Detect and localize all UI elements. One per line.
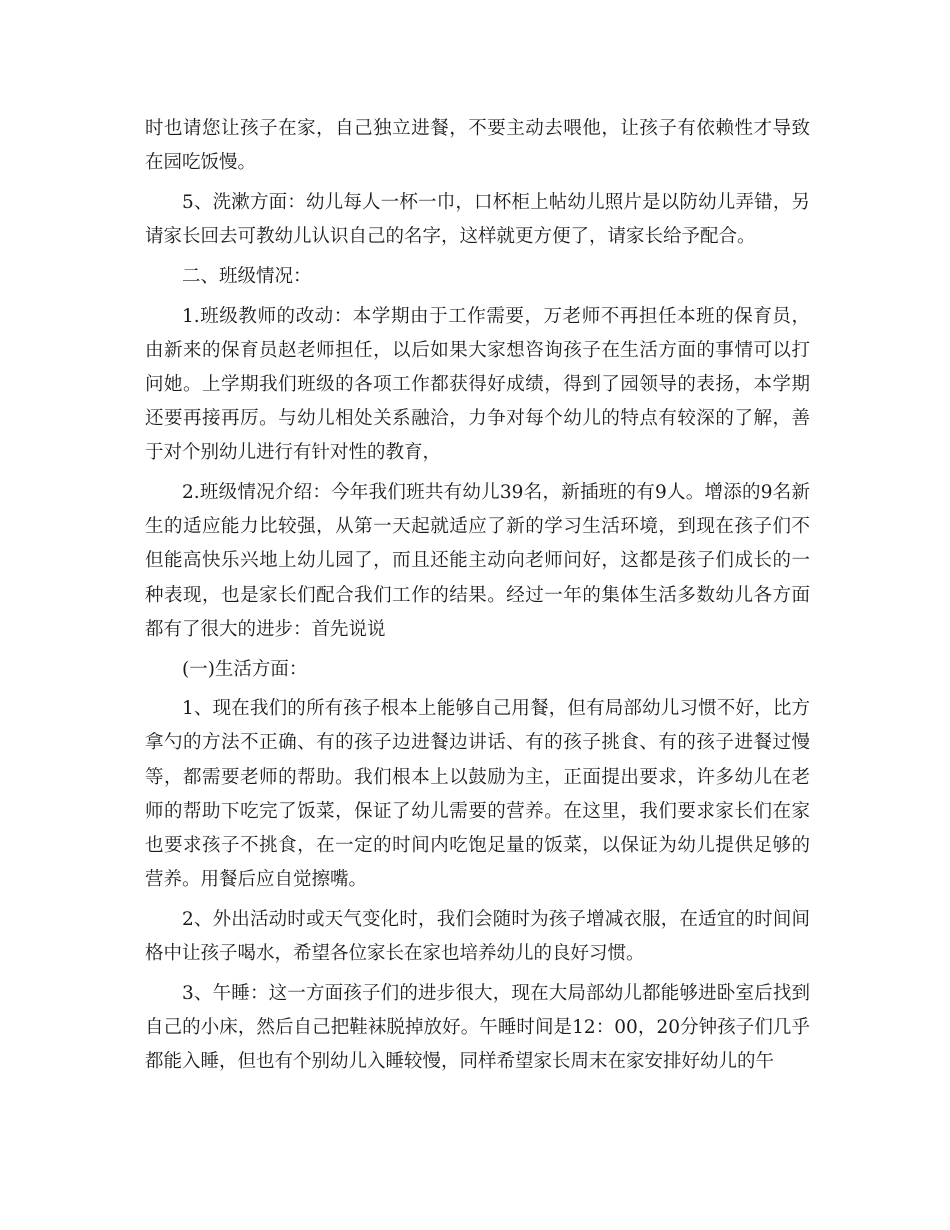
document-body <box>145 112 810 1085</box>
paragraph-continuation: 时也请您让孩子在家，自己独立进餐，不要主动去喂他，让孩子有依赖性才导致在园吃饭慢。 <box>145 118 810 174</box>
paragraph-nap: 3、午睡：这一方面孩子们的进步很大，现在大局部幼儿都能够进卧室后找到自己的小床，然后自己把鞋袜脱掉放好。午睡时间是12：00，20分钟孩子们几乎都能入睡，但也有个别幼儿入睡较慢，同样希望家长周末在家安排好幼儿的午 <box>145 982 810 1073</box>
paragraph-class-introduction: 2.班级情况介绍：今年我们班共有幼儿39名，新插班的有9人。增添的9名新生的适应能力比较强，从第一天起就适应了新的学习生活环境，到现在孩子们不但能高快乐兴地上幼儿园了，而且还能主动向老师问好，这都是孩子们成长的一种表现，也是家长们配合我们工作的结果。经过一年的集体生活多数幼儿各方面都有了很大的进步：首先说说 <box>145 482 810 640</box>
paragraph-washing: 5、洗漱方面：幼儿每人一杯一巾，口杯柜上帖幼儿照片是以防幼儿弄错，另请家长回去可教幼儿认识自己的名字，这样就更方便了，请家长给予配合。 <box>145 191 810 248</box>
section-heading-class-situation: 二、班级情况： <box>182 265 312 287</box>
paragraph-teacher-change: 1.班级教师的改动：本学期由于工作需要，万老师不再担任本班的保育员，由新来的保育员赵老师担任，以后如果大家想咨询孩子在生活方面的事情可以打问她。上学期我们班级的各项工作都获得好成绩，得到了园领导的表扬，本学期还要再接再厉。与幼儿相处关系融洽，力争对每个幼儿的特点有较深的了解，善于对个别幼儿进行有针对性的教育， <box>145 305 810 464</box>
paragraph-eating: 1、现在我们的所有孩子根本上能够自己用餐，但有局部幼儿习惯不好，比方拿勺的方法不正确、有的孩子边进餐边讲话、有的孩子挑食、有的孩子进餐过慢等，都需要老师的帮助。我们根本上以鼓励为主，正面提出要求，许多幼儿在老师的帮助下吃完了饭菜，保证了幼儿需要的营养。在这里，我们要求家长们在家也要求孩子不挑食，在一定的时间内吃饱足量的饭菜，以保证为幼儿提供足够的营养。用餐后应自觉擦嘴。 <box>145 698 810 891</box>
paragraph-outdoor-activity: 2、外出活动时或天气变化时，我们会随时为孩子增减衣服，在适宜的时间间格中让孩子喝水，希望各位家长在家也培养幼儿的良好习惯。 <box>145 908 810 965</box>
subheading-life-aspect: (一)生活方面： <box>182 658 308 680</box>
